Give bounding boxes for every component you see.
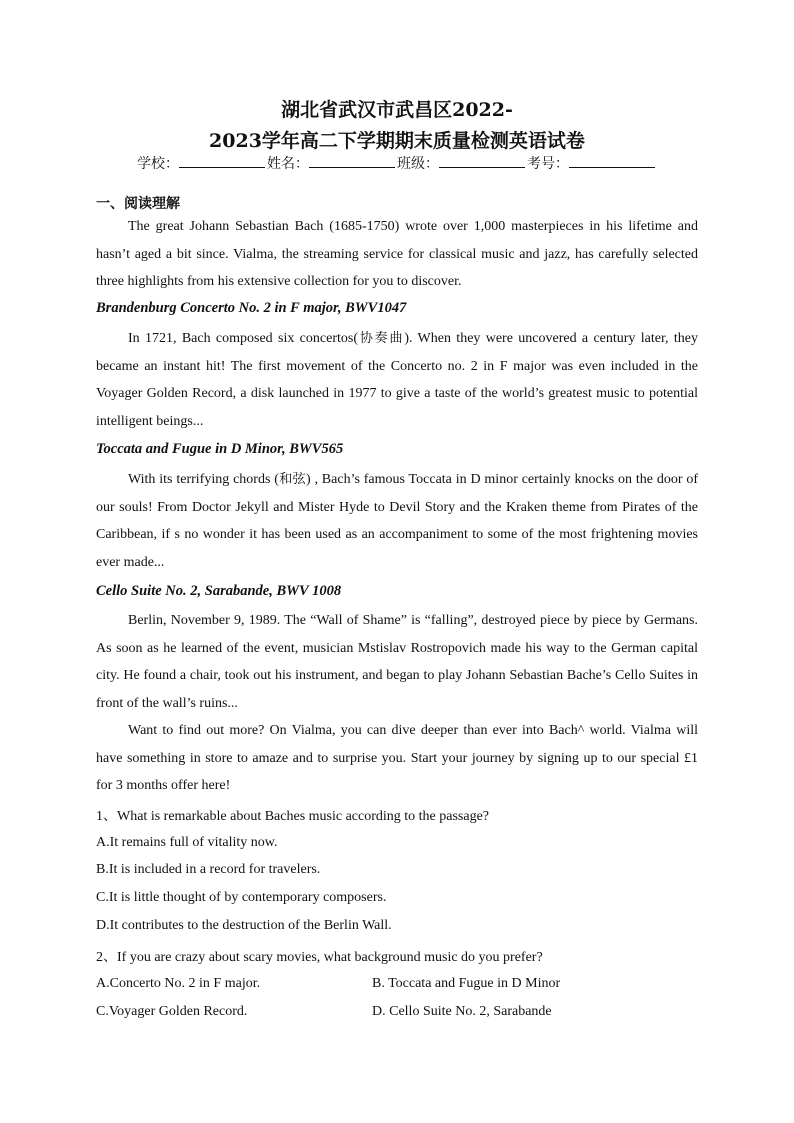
para2-text-pre: With its terrifying chords (: [128, 472, 279, 487]
school-label: 学校：: [137, 156, 179, 172]
name-blank[interactable]: [309, 153, 395, 168]
question-2-option-d[interactable]: D. Cello Suite No. 2, Sarabande: [372, 1004, 552, 1019]
para1-text-post: ). When they were uncovered a century later, they became an instant hit! The first movement of the Concerto no. 2 in F major was even included in the Voyager Golden Record, a disk launched in 1977 to give a taste of the world’s greatest music to potential intelligent beings...: [96, 331, 698, 429]
passage-paragraph-1: [96, 325, 698, 435]
question-1-option-c[interactable]: C.It is little thought of by contemporary composers.: [96, 890, 387, 905]
student-info-row: [0, 153, 794, 173]
question-2-option-b[interactable]: B. Toccata and Fugue in D Minor: [372, 976, 561, 991]
question-2-option-c[interactable]: C.Voyager Golden Record.: [96, 1004, 248, 1019]
school-blank[interactable]: [179, 153, 265, 168]
passage-heading-1: Brandenburg Concerto No. 2 in F major, BWV1047: [96, 300, 407, 316]
exam-title-line2: 2023学年高二下学期期末质量检测英语试卷: [209, 130, 585, 152]
passage-heading-2: Toccata and Fugue in D Minor, BWV565: [96, 441, 344, 457]
question-2-stem: 2、If you are crazy about scary movies, what background music do you prefer?: [96, 950, 543, 965]
para1-text-pre: In 1721, Bach composed six concertos(: [128, 331, 358, 346]
para2-text-post: ) , Bach’s famous Toccata in D minor certainly knocks on the door of our souls! From Doctor Jekyll and Mister Hyde to Devil Story and the Kraken theme from Pirates of the Caribbean, if s no wonder it has been used as an accompaniment to some of the most frightening movies ever made...: [96, 472, 698, 570]
passage-heading-3: Cello Suite No. 2, Sarabande, BWV 1008: [96, 583, 342, 599]
exam-title-line1: 湖北省武汉市武昌区2022-: [281, 99, 513, 121]
passage-paragraph-2: [96, 466, 698, 576]
question-2-option-a[interactable]: A.Concerto No. 2 in F major.: [96, 976, 261, 991]
question-1-option-b[interactable]: B.It is included in a record for travelers.: [96, 862, 321, 877]
number-blank[interactable]: [569, 153, 655, 168]
section-title: 一、阅读理解: [96, 196, 180, 212]
class-label: 班级：: [397, 156, 439, 172]
passage-intro: The great Johann Sebastian Bach (1685-1750) wrote over 1,000 masterpieces in his lifetime and hasn’t aged a bit since. Vialma, the streaming service for classical music and jazz, has carefully selected three highlights from his extensive collection for you to discover.: [96, 219, 698, 289]
question-1-stem: 1、What is remarkable about Baches music according to the passage?: [96, 809, 490, 824]
question-1-option-d[interactable]: D.It contributes to the destruction of the Berlin Wall.: [96, 918, 392, 933]
question-1-option-a[interactable]: A.It remains full of vitality now.: [96, 835, 278, 850]
number-label: 考号：: [527, 156, 569, 172]
passage-paragraph-4: Want to find out more? On Vialma, you can dive deeper than ever into Bach^ world. Vialma will have something in store to amaze and to surprise you. Start your journey by signing up to our special £1 for 3 months offer here!: [96, 723, 698, 793]
passage-paragraph-3: Berlin, November 9, 1989. The “Wall of Shame” is “falling”, destroyed piece by piece by Germans. As soon as he learned of the event, musician Mstislav Rostropovich made his way to the German capital city. He found a chair, took out his instrument, and began to play Johann Sebastian Bache’s Cello Suites in front of the wall’s ruins...: [96, 613, 698, 711]
name-label: 姓名：: [267, 156, 309, 172]
class-blank[interactable]: [439, 153, 525, 168]
para2-cjk: 和弦: [278, 472, 306, 487]
para1-cjk: 协奏曲: [357, 331, 405, 346]
